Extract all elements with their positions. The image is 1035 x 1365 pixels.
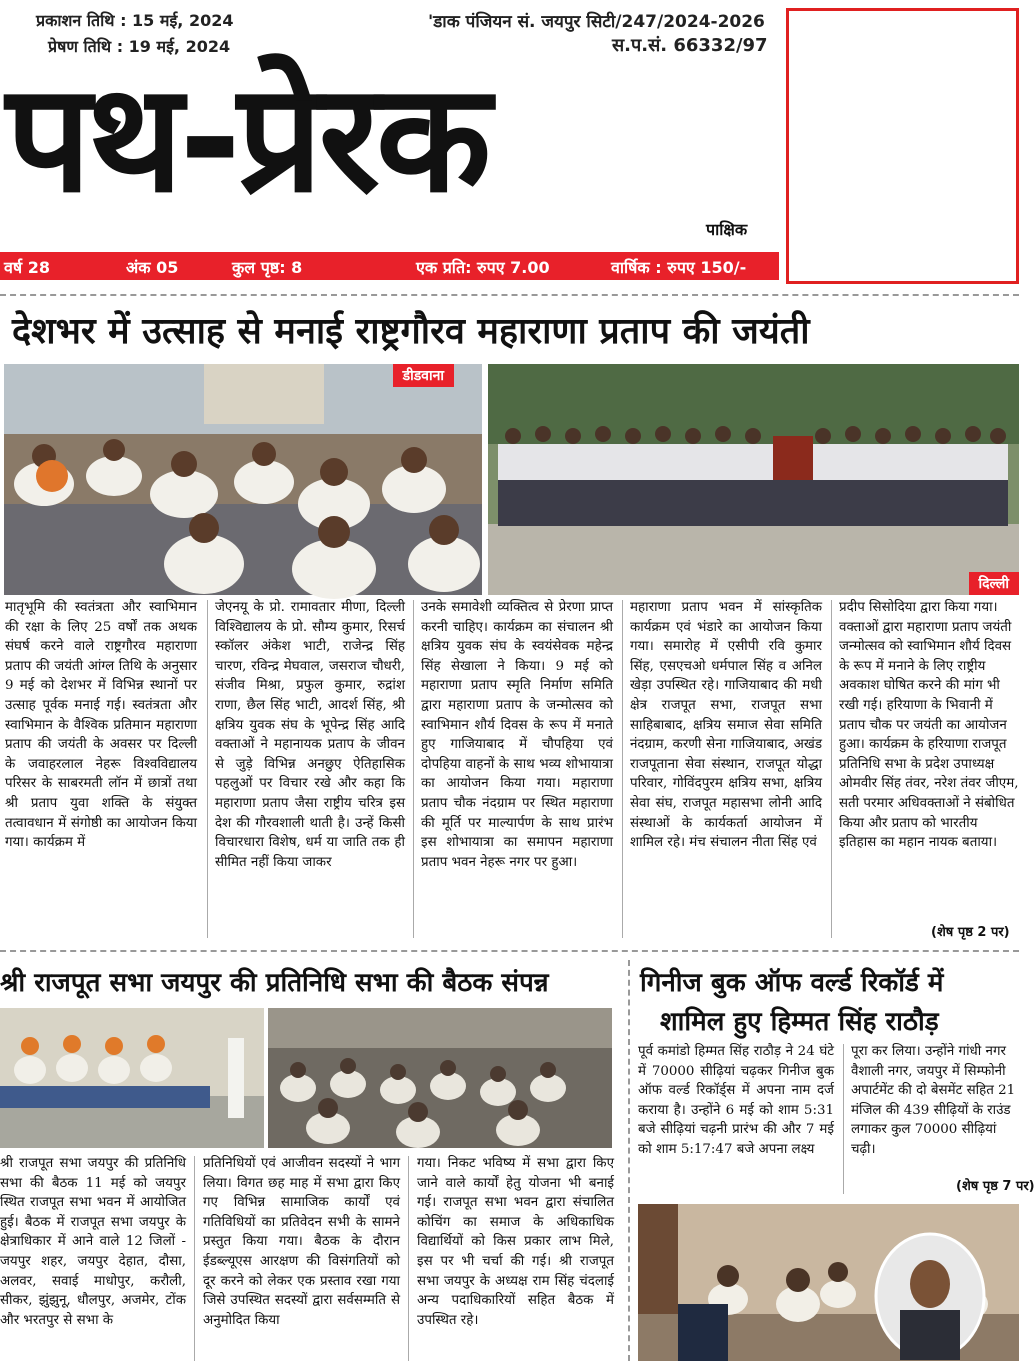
column-rule xyxy=(622,600,623,938)
column-rule xyxy=(413,600,414,938)
column-rule xyxy=(207,600,208,938)
meeting-audience-image xyxy=(268,1008,612,1148)
photo-meeting-dais xyxy=(0,1008,264,1148)
lead-col-3: उनके समावेशी व्यक्तित्व से प्रेरणा प्राप्त करनी चाहिए। कार्यक्रम का संचालन श्री क्षत्रिय युवक संघ के स्वयंसेवक महेन्द्र सिंह सेखाला ने किया। 9 मई को महाराणा प्रताप स्मृति निर्माण समिति द्वारा महाराणा प्रताप के जन्मोत्सव को स्वाभिमान शौर्य दिवस के रूप में मनाते हुए गाजियाबाद में चौपहिया एवं दोपहिया वाहनों के साथ भव्य शोभायात्रा का आयोजन किया गया। महाराणा प्रताप चौक नंदग्राम पर स्थित महाराणा की मूर्ति पर माल्यार्पण के साथ प्रारंभ इस शोभायात्रा का समापन महाराणा प्रताप भवन नेहरू नगर पर हुआ। xyxy=(421,600,613,870)
story3-col-1: पूर्व कमांडो हिम्मत सिंह राठौड़ ने 24 घंटे में 70000 सीढ़ियां चढ़कर गिनीज बुक ऑफ वर्ल्ड रिकॉर्ड्स में अपना नाम दर्ज कराया है। उन्होंने 6 मई को शाम 5:31 बजे सीढ़ियां चढ़नी प्रारंभ की और 7 मई को शाम 5:17:47 बजे अपना लक्ष्य xyxy=(638,1044,834,1157)
group-standing-image xyxy=(488,364,1019,595)
rni-number: स.प.सं. 66332/97 xyxy=(612,35,768,56)
column-rule xyxy=(194,1156,195,1361)
meeting-dais-image xyxy=(0,1008,264,1148)
dispatch-date: प्रेषण तिथि : 19 मई, 2024 xyxy=(48,37,231,56)
page-count: कुल पृष्ठ: 8 xyxy=(232,258,303,277)
story2-col-2: प्रतिनिधियों एवं आजीवन सदस्यों ने भाग लिया। विगत छह माह में सभा द्वारा किए गए विभिन्न सामाजिक कार्यों एवं गतिविधियों का प्रतिवेदन सभी के सामने प्रस्तुत किया गया। बैठक के दौरान ईडब्ल्यूएस आरक्षण की विसंगतियों को दूर करने को लेकर एक प्रस्ताव रखा गया जिसे उपस्थित सदस्यों द्वारा सर्वसम्मति से अनुमोदित किया xyxy=(203,1156,400,1328)
section-rule xyxy=(628,960,630,1361)
single-copy-price: एक प्रति: रुपए 7.00 xyxy=(416,258,550,277)
column-rule xyxy=(408,1156,409,1361)
photo-himmat-singh xyxy=(638,1204,1019,1361)
lead-col-2: जेएनयू के प्रो. रामावतार मीणा, दिल्ली विश्विद्यालय के प्रो. सौम्य कुमार, रिसर्च स्कॉलर अंकेश भाटी, राजेन्द्र सिंह चारण, रविन्द्र मेघवाल, जसराज चौधरी, संजीव मिश्रा, प्रफुल कुमार, रुद्रांश राणा, छैल सिंह भाटी, आदर्श सिंह, श्री क्षत्रिय युवक संघ के भूपेन्द्र सिंह आदि वक्ताओं ने महानायक प्रताप के जीवन से जुड़े विभिन्न अनछुए ऐतिहासिक पहलुओं पर विचार रखे और कहा कि महाराणा प्रताप जैसा राष्ट्रीय चरित्र इस देश की गौरवशाली थाती है। उन्हें किसी विचारधारा विशेष, धर्म या जाति तक ही सीमित नहीं किया जाकर xyxy=(215,600,405,870)
column-rule xyxy=(843,1044,844,1194)
story3-col-2: पूरा कर लिया। उन्होंने गांधी नगर वैशाली नगर, जयपुर में सिम्फोनी अपार्टमेंट की दो बेसमेंट सहित 21 मंजिल की 439 सीढ़ियों के राउंड लगाकर कुल 70000 सीढ़ियां चढ़ी। xyxy=(851,1044,1016,1157)
crowd-seated-image xyxy=(4,364,482,595)
photo-deedwana xyxy=(4,364,482,595)
divider xyxy=(0,294,1019,296)
divider xyxy=(0,950,1019,952)
frequency-label: पाक्षिक xyxy=(706,220,748,239)
lead-continued: (शेष पृष्ठ 2 पर) xyxy=(931,925,1010,940)
photo2-caption: दिल्ली xyxy=(969,572,1020,595)
annual-price: वार्षिक : रुपए 150/- xyxy=(611,258,747,277)
story3-continued: (शेष पृष्ठ 7 पर) xyxy=(956,1179,1035,1194)
lead-col-5: प्रदीप सिसोदिया द्वारा किया गया। वक्ताओं द्वारा महाराणा प्रताप जयंती जन्मोत्सव को स्वाभिमान शौर्य दिवस के रूप में मनाने के लिए राष्ट्रीय अवकाश घोषित करने की मांग भी रखी गई। हरियाणा के भिवानी में प्रताप चौक पर जयंती का आयोजन हुआ। कार्यक्रम के हरियाणा राजपूत प्रतिनिधि सभा के प्रदेश उपाध्यक्ष ओमवीर सिंह तंवर, नरेश तंवर जीएम, सती परमार अधिवक्ताओं ने संबोधित किया और प्रताप को भारतीय इतिहास का महान नायक बताया। xyxy=(839,600,1019,851)
story3-headline-line1: गिनीज बुक ऑफ वर्ल्ड रिकॉर्ड में xyxy=(640,968,944,998)
story3-headline-line2: शामिल हुए हिम्मत सिंह राठौड़ xyxy=(660,1007,939,1037)
lead-col-4: महाराणा प्रताप भवन में सांस्कृतिक कार्यक्रम एवं भंडारे का आयोजन किया गया। समारोह में एसीपी रवि कुमार सिंह, एसएचओ धर्मपाल सिंह व अनिल खेड़ा उपस्थित रहे। गाजियाबाद की मधी क्षेत्र राजपूत सभा, राजपूत सभा साहिबाबाद, क्षत्रिय समाज सेवा समिति नंदग्राम, करणी सेना गाजियाबाद, अखंड राजपूताना सेवा संस्थान, राजपूत योद्धा परिवार, गोविंदपुरम क्षत्रिय सभा, क्षत्रिय सेवा संघ, राजपूत महासभा लोनी आदि संस्थाओं के कार्यकर्ता आयोजन में शामिल रहे। मंच संचालन नीता सिंह एवं xyxy=(630,600,822,851)
story2-col-1: श्री राजपूत सभा जयपुर की प्रतिनिधि सभा की बैठक 11 मई को जयपुर स्थित राजपूत सभा भवन में आयोजित हुई। बैठक में राजपूत सभा जयपुर के क्षेत्राधिकार में आने वाले 12 जिलों - जयपुर शहर, जयपुर देहात, दौसा, अलवर, सवाई माधोपुर, करौली, सीकर, झुंझुनू, धौलपुर, अजमेर, टोंक और भरतपुर से सभा के xyxy=(0,1156,186,1328)
story2-headline: श्री राजपूत सभा जयपुर की प्रतिनिधि सभा की बैठक संपन्न xyxy=(0,968,549,998)
info-bar xyxy=(0,252,779,280)
publish-date: प्रकाशन तिथि : 15 मई, 2024 xyxy=(36,11,234,30)
lead-headline: देशभर में उत्साह से मनाई राष्ट्रगौरव महाराणा प्रताप की जयंती xyxy=(12,311,810,352)
photo1-caption: डीडवाना xyxy=(393,364,454,387)
himmat-singh-image xyxy=(638,1204,1019,1361)
photo-meeting-audience xyxy=(268,1008,612,1148)
postal-registration: 'डाक पंजियन सं. जयपुर सिटी/247/2024-2026 xyxy=(428,12,765,32)
story2-col-3: गया। निकट भविष्य में सभा द्वारा किए जाने वाले कार्यों हेतु योजना भी बनाई गई। राजपूत सभा भवन द्वारा संचालित कोचिंग का समाज के अधिकाधिक विद्यार्थियों को किस प्रकार लाभ मिले, इस पर भी चर्चा की गई। श्री राजपूत सभा जयपुर के अध्यक्ष राम सिंह चंदलाई अन्य पदाधिकारियों सहित बैठक में उपस्थित रहे। xyxy=(417,1156,614,1328)
issue-number: अंक 05 xyxy=(126,258,179,277)
newspaper-title: पथ-प्रेरक xyxy=(6,52,488,226)
lead-col-1: मातृभूमि की स्वतंत्रता और स्वाभिमान की रक्षा के लिए 25 वर्षों तक अथक संघर्ष करने वाले राष्ट्रगौरव महाराणा प्रताप की जयंती आंग्ल तिथि के अनुसार 9 मई को देशभर में विभिन्न स्थानों पर उत्साह पूर्वक मनाई गई। स्वतंत्रता और स्वाभिमान के वैश्विक प्रतिमान महाराणा प्रताप की जयंती के अवसर पर दिल्ली के जवाहरलाल नेहरू विश्वविद्यालय परिसर के साबरमती लॉन में छात्रों तथा श्री प्रताप युवा शक्ति के संयुक्त तत्वावधान में संगोष्ठी का आयोजन किया गया। कार्यक्रम में xyxy=(5,600,197,851)
photo-delhi xyxy=(488,364,1019,595)
volume-year: वर्ष 28 xyxy=(4,258,50,277)
address-box xyxy=(786,8,1019,284)
column-rule xyxy=(831,600,832,938)
